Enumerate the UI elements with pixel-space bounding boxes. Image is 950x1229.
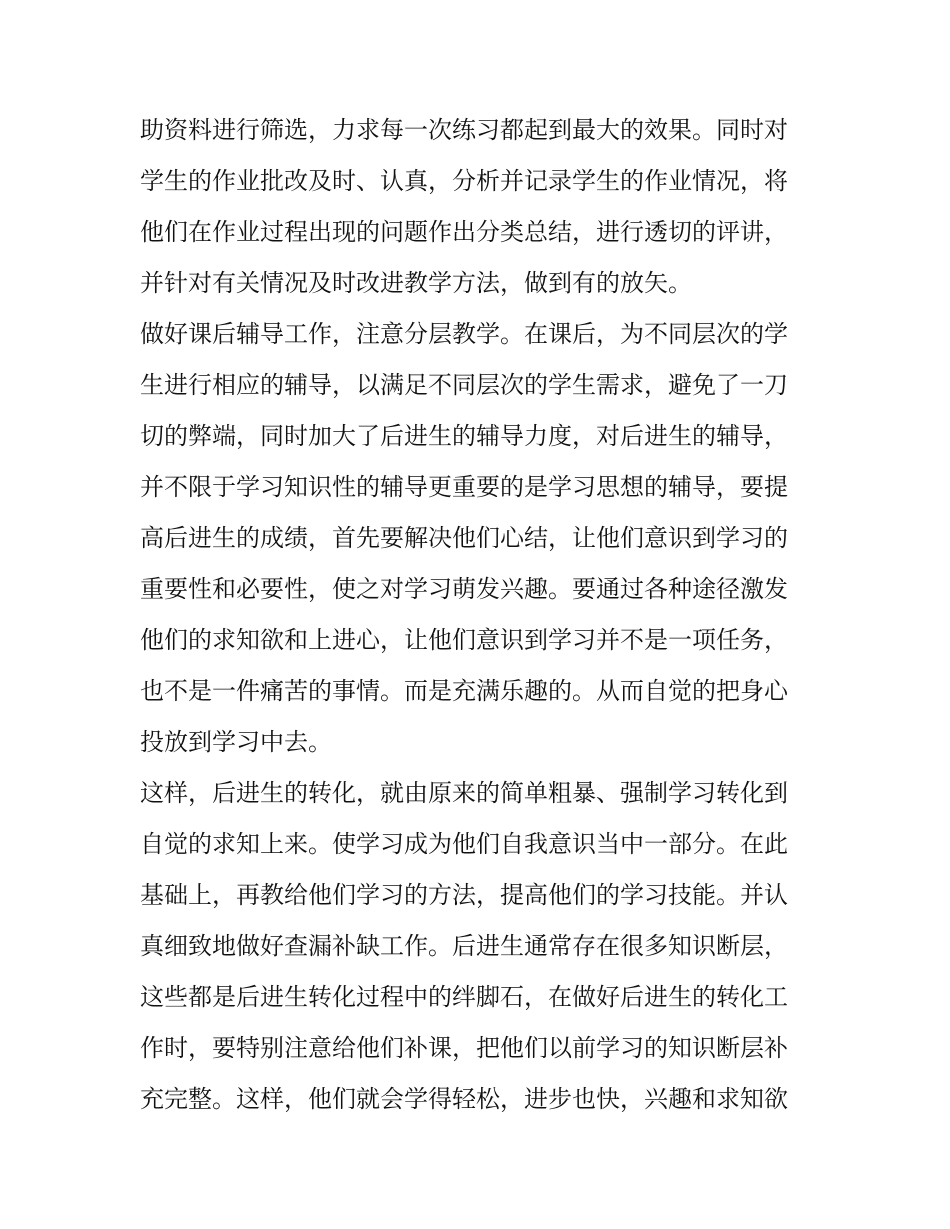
text-line: 这些都是后进生转化过程中的绊脚石，在做好后进生的转化工 [140,983,788,1011]
text-line: 助资料进行筛选，力求每一次练习都起到最大的效果。同时对 [140,116,788,144]
text-line: 高后进生的成绩，首先要解决他们心结，让他们意识到学习的 [140,524,788,552]
text-line: 并不限于学习知识性的辅导更重要的是学习思想的辅导，要提 [140,473,788,501]
text-line: 生进行相应的辅导，以满足不同层次的学生需求，避免了一刀 [140,371,788,399]
text-line: 作时，要特别注意给他们补课，把他们以前学习的知识断层补 [140,1034,788,1062]
text-line: 也不是一件痛苦的事情。而是充满乐趣的。从而自觉的把身心 [140,677,788,705]
text-line: 他们的求知欲和上进心，让他们意识到学习并不是一项任务， [140,626,788,654]
text-line: 学生的作业批改及时、认真，分析并记录学生的作业情况，将 [140,167,788,195]
text-line: 充完整。这样，他们就会学得轻松，进步也快，兴趣和求知欲 [140,1085,788,1113]
text-line: 重要性和必要性，使之对学习萌发兴趣。要通过各种途径激发 [140,575,788,603]
text-line: 他们在作业过程出现的问题作出分类总结，进行透切的评讲， [140,218,788,246]
text-line: 基础上，再教给他们学习的方法，提高他们的学习技能。并认 [140,881,788,909]
text-line: 并针对有关情况及时改进教学方法，做到有的放矢。 [140,269,692,297]
text-line: 自觉的求知上来。使学习成为他们自我意识当中一部分。在此 [140,830,788,858]
body-text [140,105,820,1125]
text-line: 这样，后进生的转化，就由原来的简单粗暴、强制学习转化到 [140,779,788,807]
text-line: 投放到学习中去。 [140,728,332,756]
text-line: 真细致地做好查漏补缺工作。后进生通常存在很多知识断层， [140,932,788,960]
text-line: 切的弊端，同时加大了后进生的辅导力度，对后进生的辅导， [140,422,788,450]
text-line: 做好课后辅导工作，注意分层教学。在课后，为不同层次的学 [140,320,788,348]
